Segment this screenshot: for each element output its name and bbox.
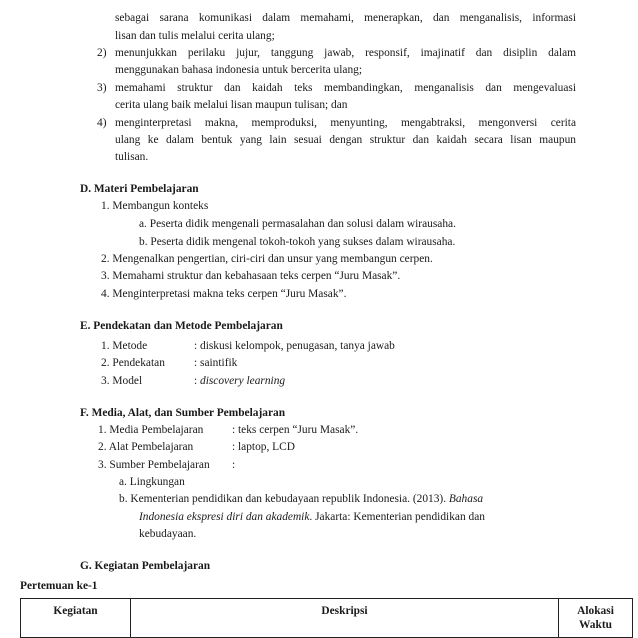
section-f-value-3: : — [232, 459, 236, 471]
objective-3-line2: cerita ulang baik melalui lisan maupun tulisan; dan — [115, 99, 348, 111]
section-f-sub-b-after: . Jakarta: Kementerian pendidikan dan — [309, 511, 485, 523]
objective-1-line1: sebagai sarana komunikasi dalam memahami, menerapkan, dan menganalisis, informasi — [115, 12, 576, 24]
header-kegiatan: Kegiatan — [21, 599, 131, 638]
objective-4-line3: tulisan. — [115, 151, 149, 163]
section-f-sub-b-italic-1: Bahasa — [448, 493, 484, 505]
section-d-item-3: 3. Memahami struktur dan kebahasaan teks cerpen “Juru Masak”. — [101, 270, 401, 282]
section-f-sub-b-prefix: b. Kementerian pendidikan dan kebudayaan republik Indonesia. (2013). — [119, 493, 449, 505]
section-e-value-3-colon: : — [194, 375, 201, 387]
activity-table-header-row — [21, 599, 633, 638]
section-e-heading: E. Pendekatan dan Metode Pembelajaran — [80, 320, 283, 332]
section-f-value-2: : laptop, LCD — [232, 441, 295, 453]
section-f-label-2: 2. Alat Pembelajaran — [98, 441, 194, 453]
section-f-value-1: : teks cerpen “Juru Masak”. — [232, 424, 359, 436]
section-d-item-1: 1. Membangun konteks — [101, 200, 209, 212]
objective-3-line1: memahami struktur dan kaidah teks membandingkan, menganalisis dan mengevaluasi — [115, 82, 576, 94]
section-e-value-2: : saintifik — [194, 357, 238, 369]
objective-2-line1: menunjukkan perilaku jujur, tanggung jawab, responsif, imajinatif dan disiplin dalam — [115, 47, 576, 59]
section-d-sub-b: b. Peserta didik mengenal tokoh-tokoh yang sukses dalam wirausaha. — [139, 236, 456, 248]
section-e-value-1: : diskusi kelompok, penugasan, tanya jawab — [194, 340, 395, 352]
objective-4-line2: ulang ke dalam bentuk yang lain sesuai dengan struktur dan kaidah secara lisan maupun — [115, 134, 576, 146]
activity-table — [20, 598, 633, 638]
header-deskripsi: Deskripsi — [131, 599, 559, 638]
objective-4-line1: menginterpretasi makna, memproduksi, menyunting, mengabtraksi, mengonversi cerita — [115, 117, 576, 129]
section-e-value-3 — [194, 375, 285, 389]
objective-4-number: 4) — [97, 117, 107, 129]
section-f-label-3: 3. Sumber Pembelajaran — [98, 459, 210, 471]
objective-1-line2: lisan dan tulis melalui cerita ulang; — [115, 30, 275, 42]
meeting-label: Pertemuan ke-1 — [20, 580, 98, 592]
section-f-sub-b-italic-2: Indonesia ekspresi diri dan akademik — [139, 511, 310, 523]
section-e-label-2: 2. Pendekatan — [101, 357, 165, 369]
objective-2-number: 2) — [97, 47, 107, 59]
section-f-label-1: 1. Media Pembelajaran — [98, 424, 204, 436]
header-alokasi-waktu: Alokasi Waktu — [559, 599, 633, 638]
section-f-sub-b-line2 — [139, 511, 485, 525]
section-f-sub-b-line1 — [119, 493, 483, 507]
section-f-heading: F. Media, Alat, dan Sumber Pembelajaran — [80, 407, 286, 419]
section-f-sub-b-line3: kebudayaan. — [139, 528, 197, 540]
section-d-sub-a: a. Peserta didik mengenali permasalahan dan solusi dalam wirausaha. — [139, 218, 456, 230]
section-e-label-3: 3. Model — [101, 375, 143, 387]
objective-3-number: 3) — [97, 82, 107, 94]
section-d-heading: D. Materi Pembelajaran — [80, 183, 199, 195]
section-d-item-2: 2. Mengenalkan pengertian, ciri-ciri dan unsur yang membangun cerpen. — [101, 253, 433, 265]
section-d-item-4: 4. Menginterpretasi makna teks cerpen “Juru Masak”. — [101, 288, 347, 300]
section-e-value-3-italic: discovery learning — [200, 375, 286, 387]
objective-2-line2: menggunakan bahasa indonesia untuk bercerita ulang; — [115, 64, 363, 76]
section-f-sub-a: a. Lingkungan — [119, 476, 185, 488]
section-g-heading: G. Kegiatan Pembelajaran — [80, 560, 211, 572]
section-e-label-1: 1. Metode — [101, 340, 148, 352]
